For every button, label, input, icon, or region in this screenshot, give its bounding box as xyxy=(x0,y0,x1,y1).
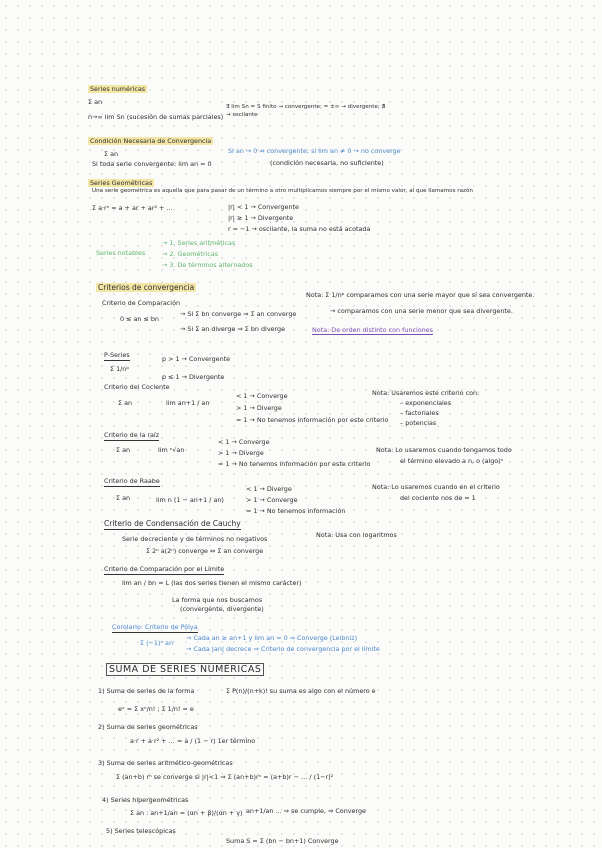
limit-comp-l1: lim an / bn = L (las dos series tienen el mismo carácter) xyxy=(122,579,302,587)
sums-s1: 1) Suma de series de la forma xyxy=(98,687,195,695)
quotient-note-item-3: – potencias xyxy=(400,419,437,427)
sums-s5: 5) Series telescópicas xyxy=(106,827,176,835)
geometric-form: Σ a·rⁿ = a + ar + ar² + … xyxy=(92,204,173,212)
raabe-expr: Σ an xyxy=(116,494,131,502)
p-series-expr: Σ 1/nᵖ xyxy=(110,365,130,373)
criteria-title: Criterios de convergencia xyxy=(98,283,195,292)
raabe-note: Nota: Lo usaremos cuando en el criterio xyxy=(372,483,500,491)
quotient-l1: < 1 → Converge xyxy=(236,392,288,400)
limit-comp-title: Criterio de Comparación por el Límite xyxy=(104,565,225,573)
series-numericas-title: Series numéricas xyxy=(90,85,146,93)
sums-s1b: Σ P(n)/(n+k)! su suma es algo con el número e xyxy=(226,687,376,695)
comparison-note1: Nota: Σ 1/nᵖ comparamos con una serie mayor que sí sea convergente. xyxy=(306,291,535,299)
root-l1: < 1 → Converge xyxy=(218,438,270,446)
geometric-case-3: r = −1 → oscilante, la suma no está acotada xyxy=(228,225,371,233)
necessary-note: Si an → 0 ⇏ convergente; si lim an ≠ 0 → no converge xyxy=(228,147,401,155)
sums-s4: 4) Series hipergeométricas xyxy=(102,796,189,804)
necessary-series: Σ an xyxy=(104,150,119,158)
limit-comp-l3: (convergente, divergente) xyxy=(180,605,264,613)
notation-expr: Σ an xyxy=(88,98,103,106)
condensation-l2: Σ 2ⁿ a(2ⁿ) converge ⇔ Σ an converge xyxy=(146,547,264,555)
comparison-note2: → comparamos con una serie menor que sea divergente. xyxy=(330,307,513,315)
root-note2: el término elevado a n, o (algo)ⁿ xyxy=(400,457,504,465)
series-notables-item-3: → 3. De términos alternados xyxy=(162,261,253,269)
root-lim: lim ⁿ√an xyxy=(158,446,185,454)
alt-l1: → Cada an ≥ an+1 y lim an = 0 ⇒ Converge (Leibniz) xyxy=(186,634,358,642)
sums-s1c: eˣ = Σ xⁿ/n! ; Σ 1/n! = e xyxy=(118,705,194,713)
geometric-title: Series Geométricas xyxy=(90,179,153,187)
root-l2: > 1 → Diverge xyxy=(218,449,264,457)
raabe-l3: = 1 → No tenemos información xyxy=(246,507,346,515)
p-series-l2: p ≤ 1 → Divergente xyxy=(162,373,225,381)
raabe-l2: > 1 → Converge xyxy=(246,496,298,504)
comparison-l1: → Si Σ bn converge ⇒ Σ an converge xyxy=(180,310,297,318)
sums-s3: 3) Suma de series aritmético-geométricas xyxy=(98,759,233,767)
sums-s2b: a·r + a·r² + … = a / (1 − r) 1er término xyxy=(130,737,256,745)
sums-s3b: Σ (an+b) rⁿ se converge si |r|<1 ⇒ Σ (an+b)rⁿ = (a+b)r − … / (1−r)² xyxy=(116,773,334,781)
geometric-case-2: |r| ≥ 1 → Divergente xyxy=(228,214,294,222)
necessary-title: Condición Necesaria de Convergencia xyxy=(90,137,212,145)
necessary-statement: Si toda serie convergente: lim an = 0 xyxy=(92,160,212,168)
series-notables-item-2: → 2. Geométricas xyxy=(162,250,219,258)
p-series-title: P-Series xyxy=(104,351,130,359)
alt-l2: → Cada |an| decrece ⇒ Criterio de convergencia por el límite xyxy=(186,645,380,653)
alt-expr: Σ (−1)ⁿ an xyxy=(140,639,174,647)
geometric-desc: Una serie geométrica es aquella que para pasar de un término a otro multiplicamos siempre por el mismo valor, al que llamamos razón xyxy=(92,188,473,194)
root-note: Nota: Lo usaremos cuando tengamos todo xyxy=(376,446,512,454)
p-series-l1: p > 1 → Convergente xyxy=(162,355,231,363)
raabe-lim: lim n (1 − an+1 / an) xyxy=(156,496,224,504)
raabe-title: Criterio de Raabe xyxy=(104,477,160,485)
quotient-note: Nota: Usaremos este criterio con: xyxy=(372,389,480,397)
quotient-l3: = 1 → No tenemos información por este criterio xyxy=(236,416,389,424)
condensation-title: Criterio de Condensación de Cauchy xyxy=(104,519,241,528)
cases-text: ∃ lim Sn = S finito → convergente; = ±∞ → divergente; ∄ → oscilante xyxy=(226,104,386,118)
quotient-lim: lim an+1 / an xyxy=(166,399,210,407)
condition-text: n→∞ lim Sn (sucesión de sumas parciales) xyxy=(88,113,224,121)
raabe-l1: < 1 → Diverge xyxy=(246,485,292,493)
quotient-expr: Σ an xyxy=(118,399,133,407)
quotient-l2: > 1 → Diverge xyxy=(236,404,282,412)
condensation-l1: Serie decreciente y de términos no negativos xyxy=(122,535,268,543)
comparison-l2: → Si Σ an diverge ⇒ Σ bn diverge xyxy=(180,325,286,333)
root-expr: Σ an xyxy=(116,446,131,454)
quotient-title: Criterio del Cociente xyxy=(104,383,170,391)
comparison-title: Criterio de Comparación xyxy=(102,299,181,307)
sums-s5b: Suma S = Σ (bn − bn+1) Converge xyxy=(226,837,339,845)
root-l3: = 1 → No tenemos información por este criterio xyxy=(218,460,371,468)
series-notables-label: Series notables xyxy=(96,249,146,257)
raabe-note2: del cociente nos de = 1 xyxy=(400,494,476,502)
sums-s2: 2) Suma de series geométricas xyxy=(98,723,198,731)
quotient-note-item-1: – exponenciales xyxy=(400,399,452,407)
sums-s4c: an+1/an ... ⇒ se cumple, ⇒ Converge xyxy=(246,807,366,815)
comparison-note3: Nota: De orden distinto con funciones xyxy=(312,326,433,334)
necessary-note2: (condición necesaria, no suficiente) xyxy=(270,159,384,167)
limit-comp-l2: La forma que nos buscamos xyxy=(172,596,263,604)
geometric-case-1: |r| < 1 → Convergente xyxy=(228,203,299,211)
sums-s4b: Σ an : an+1/an = (αn + β)/(αn + γ) xyxy=(130,809,243,817)
series-notables-item-1: → 1. Series aritméticas xyxy=(162,239,236,247)
alt-title: Corolario: Criterio de Pólya xyxy=(112,623,198,631)
quotient-note-item-2: – factoriales xyxy=(400,409,439,417)
comparison-setup: 0 ≤ an ≤ bn xyxy=(120,315,159,323)
sums-title: SUMA DE SERIES NUMÉRICAS xyxy=(106,665,264,675)
condensation-note: Nota: Usa con logaritmos xyxy=(316,531,397,539)
root-title: Criterio de la raíz xyxy=(104,431,160,439)
